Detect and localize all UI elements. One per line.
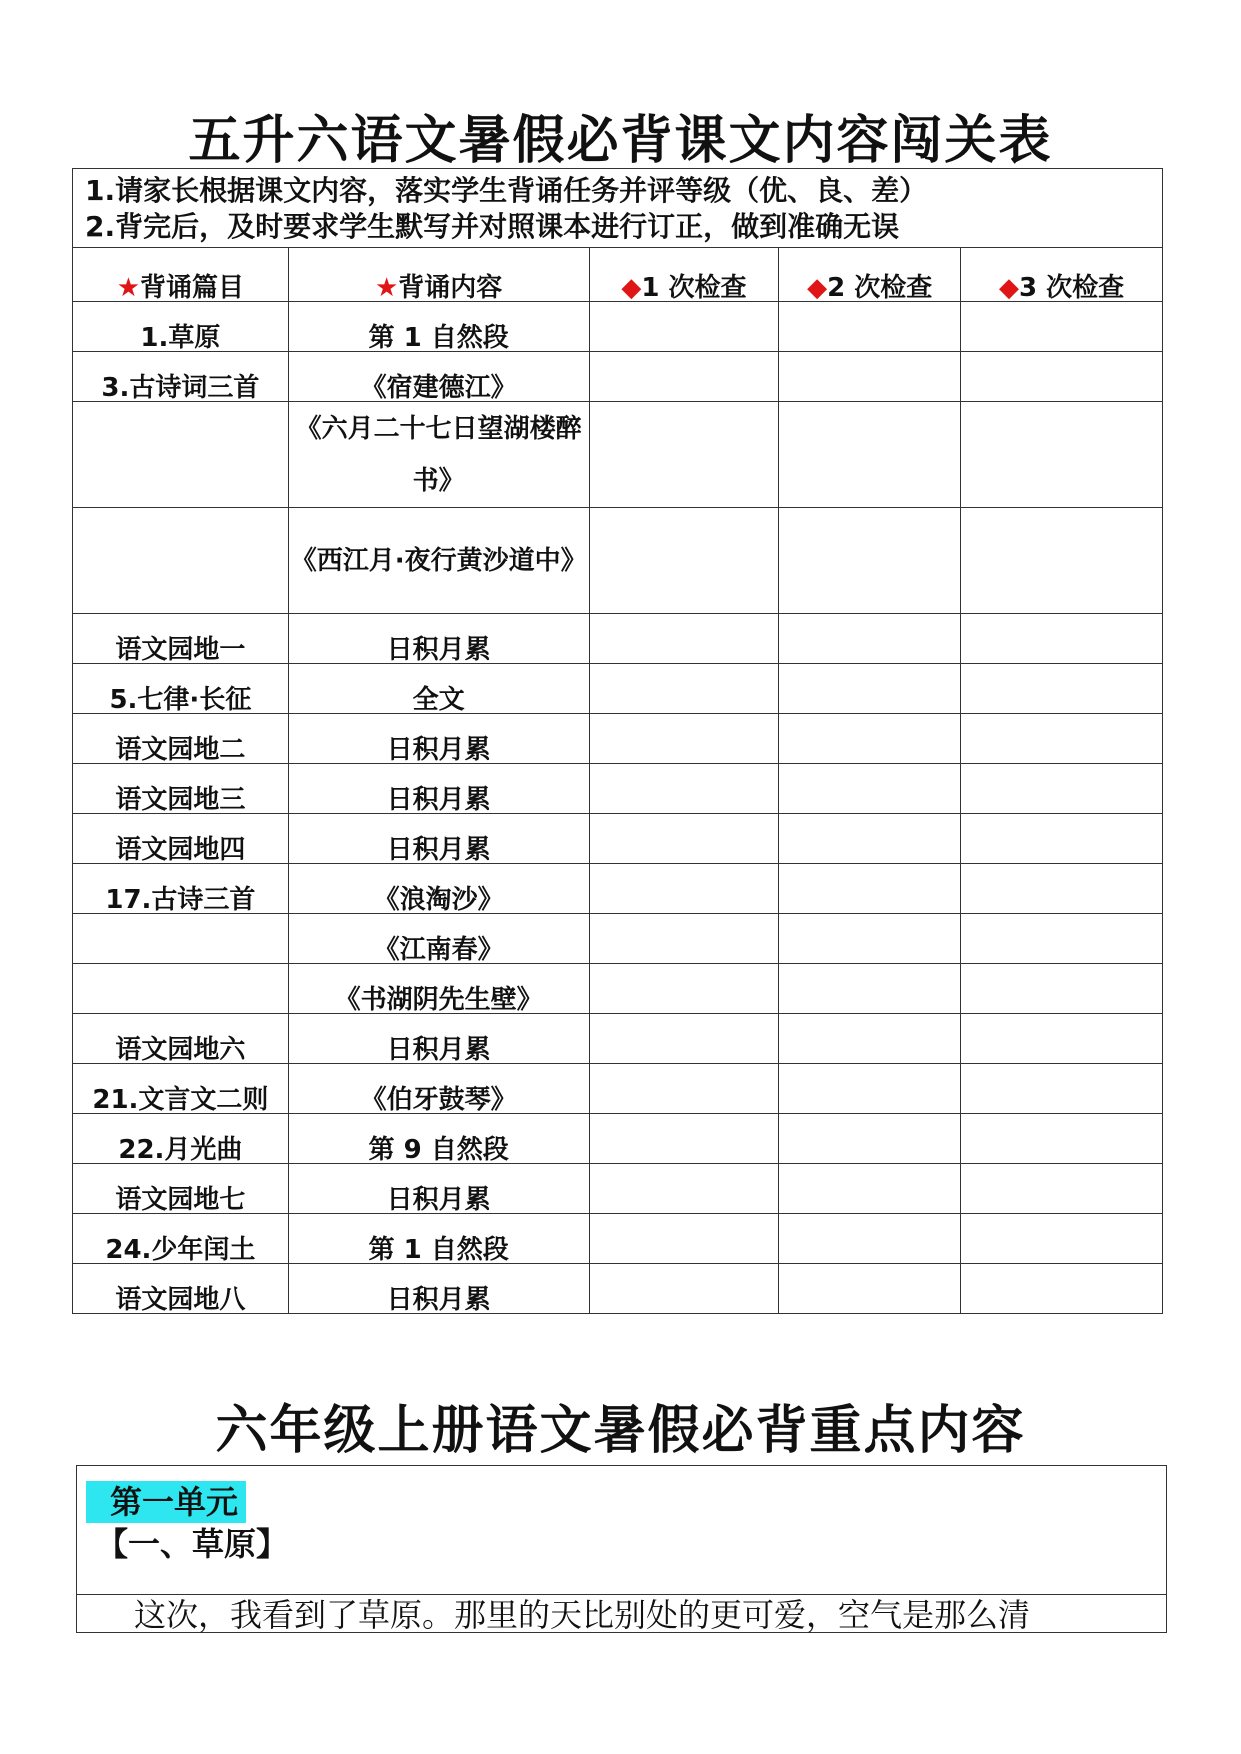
row-content: 《西江月·夜行黄沙道中》 bbox=[288, 508, 589, 614]
row-title: 24.少年闰土 bbox=[73, 1214, 289, 1264]
row-content: 《浪淘沙》 bbox=[288, 864, 589, 914]
header-content: ★背诵内容 bbox=[288, 248, 589, 302]
row-content: 全文 bbox=[288, 664, 589, 714]
check-cell[interactable] bbox=[589, 1114, 779, 1164]
row-content: 日积月累 bbox=[288, 1264, 589, 1314]
row-title: 语文园地八 bbox=[73, 1264, 289, 1314]
check-cell[interactable] bbox=[779, 664, 961, 714]
check-cell[interactable] bbox=[589, 614, 779, 664]
check-cell[interactable] bbox=[961, 1064, 1163, 1114]
row-title: 1.草原 bbox=[73, 302, 289, 352]
table-row bbox=[73, 964, 1163, 1014]
instructions-box bbox=[72, 168, 1163, 248]
lesson-title: 【一、草原】 bbox=[96, 1525, 289, 1563]
check-cell[interactable] bbox=[961, 1014, 1163, 1064]
check-cell[interactable] bbox=[779, 1064, 961, 1114]
row-title: 语文园地一 bbox=[73, 614, 289, 664]
table-header-row bbox=[73, 248, 1163, 302]
table-row bbox=[73, 1164, 1163, 1214]
table-row bbox=[73, 914, 1163, 964]
check-cell[interactable] bbox=[779, 508, 961, 614]
row-content: 日积月累 bbox=[288, 1014, 589, 1064]
check-cell[interactable] bbox=[589, 508, 779, 614]
lesson-paragraph: 这次，我看到了草原。那里的天比别处的更可爱，空气是那么清 bbox=[134, 1596, 1031, 1634]
check-cell[interactable] bbox=[779, 964, 961, 1014]
row-title: 17.古诗三首 bbox=[73, 864, 289, 914]
check-cell[interactable] bbox=[779, 1214, 961, 1264]
check-cell[interactable] bbox=[779, 1264, 961, 1314]
check-cell[interactable] bbox=[961, 614, 1163, 664]
check-cell[interactable] bbox=[779, 914, 961, 964]
table-row bbox=[73, 614, 1163, 664]
check-cell[interactable] bbox=[961, 508, 1163, 614]
check-cell[interactable] bbox=[961, 1264, 1163, 1314]
row-title bbox=[73, 508, 289, 614]
check-cell[interactable] bbox=[779, 864, 961, 914]
table-row bbox=[73, 764, 1163, 814]
check-cell[interactable] bbox=[961, 352, 1163, 402]
table-row bbox=[73, 402, 1163, 508]
row-title: 语文园地三 bbox=[73, 764, 289, 814]
star-icon: ★ bbox=[374, 273, 399, 303]
table-row bbox=[73, 508, 1163, 614]
row-content: 日积月累 bbox=[288, 764, 589, 814]
check-cell[interactable] bbox=[589, 814, 779, 864]
check-cell[interactable] bbox=[589, 402, 779, 508]
header-title: ★背诵篇目 bbox=[73, 248, 289, 302]
check-cell[interactable] bbox=[779, 714, 961, 764]
header-check-3: ◆3 次检查 bbox=[961, 248, 1163, 302]
check-cell[interactable] bbox=[779, 1014, 961, 1064]
table-row bbox=[73, 1064, 1163, 1114]
diamond-icon: ◆ bbox=[621, 273, 642, 303]
table-row bbox=[73, 1214, 1163, 1264]
row-title bbox=[73, 914, 289, 964]
check-cell[interactable] bbox=[779, 1164, 961, 1214]
header-check-2: ◆2 次检查 bbox=[779, 248, 961, 302]
instruction-line-1: 1.请家长根据课文内容，落实学生背诵任务并评等级（优、良、差） bbox=[85, 174, 928, 207]
check-cell[interactable] bbox=[779, 302, 961, 352]
row-title: 5.七律·长征 bbox=[73, 664, 289, 714]
row-content: 第 9 自然段 bbox=[288, 1114, 589, 1164]
check-cell[interactable] bbox=[589, 764, 779, 814]
check-cell[interactable] bbox=[779, 764, 961, 814]
row-content: 日积月累 bbox=[288, 1164, 589, 1214]
row-content: 《伯牙鼓琴》 bbox=[288, 1064, 589, 1114]
check-cell[interactable] bbox=[589, 914, 779, 964]
check-cell[interactable] bbox=[961, 302, 1163, 352]
star-icon: ★ bbox=[116, 273, 141, 303]
row-content: 第 1 自然段 bbox=[288, 302, 589, 352]
check-cell[interactable] bbox=[589, 864, 779, 914]
check-cell[interactable] bbox=[961, 964, 1163, 1014]
check-cell[interactable] bbox=[779, 614, 961, 664]
check-cell[interactable] bbox=[961, 664, 1163, 714]
row-content: 《六月二十七日望湖楼醉书》 bbox=[288, 402, 589, 508]
row-title: 语文园地四 bbox=[73, 814, 289, 864]
check-cell[interactable] bbox=[589, 302, 779, 352]
row-title: 22.月光曲 bbox=[73, 1114, 289, 1164]
instruction-line-2: 2.背完后，及时要求学生默写并对照课本进行订正，做到准确无误 bbox=[85, 210, 900, 243]
row-content: 日积月累 bbox=[288, 814, 589, 864]
check-cell[interactable] bbox=[779, 352, 961, 402]
check-cell[interactable] bbox=[589, 1014, 779, 1064]
table-row bbox=[73, 1014, 1163, 1064]
check-cell[interactable] bbox=[961, 714, 1163, 764]
check-cell[interactable] bbox=[589, 1064, 779, 1114]
row-title: 语文园地七 bbox=[73, 1164, 289, 1214]
row-title: 21.文言文二则 bbox=[73, 1064, 289, 1114]
table-row bbox=[73, 814, 1163, 864]
check-cell[interactable] bbox=[961, 1164, 1163, 1214]
check-cell[interactable] bbox=[779, 402, 961, 508]
check-cell[interactable] bbox=[961, 1214, 1163, 1264]
table-row bbox=[73, 664, 1163, 714]
check-cell[interactable] bbox=[779, 814, 961, 864]
row-content: 《宿建德江》 bbox=[288, 352, 589, 402]
row-content: 日积月累 bbox=[288, 614, 589, 664]
header-check-1: ◆1 次检查 bbox=[589, 248, 779, 302]
check-cell[interactable] bbox=[779, 1114, 961, 1164]
check-cell[interactable] bbox=[589, 664, 779, 714]
diamond-icon: ◆ bbox=[807, 273, 828, 303]
page-title: 五升六语文暑假必背课文内容闯关表 bbox=[188, 111, 1053, 171]
row-title bbox=[73, 964, 289, 1014]
check-cell[interactable] bbox=[961, 764, 1163, 814]
diamond-icon: ◆ bbox=[998, 273, 1019, 303]
table-row bbox=[73, 864, 1163, 914]
row-title bbox=[73, 402, 289, 508]
table-row bbox=[73, 1114, 1163, 1164]
row-content: 《书湖阴先生壁》 bbox=[288, 964, 589, 1014]
row-title: 语文园地二 bbox=[73, 714, 289, 764]
check-cell[interactable] bbox=[589, 964, 779, 1014]
check-cell[interactable] bbox=[961, 914, 1163, 964]
check-cell[interactable] bbox=[589, 1264, 779, 1314]
recitation-checklist-table bbox=[72, 247, 1163, 1314]
row-title: 语文园地六 bbox=[73, 1014, 289, 1064]
table-row bbox=[73, 302, 1163, 352]
section-title: 六年级上册语文暑假必背重点内容 bbox=[215, 1401, 1026, 1461]
check-cell[interactable] bbox=[589, 352, 779, 402]
row-content: 《江南春》 bbox=[288, 914, 589, 964]
check-cell[interactable] bbox=[961, 864, 1163, 914]
row-content: 日积月累 bbox=[288, 714, 589, 764]
check-cell[interactable] bbox=[961, 1114, 1163, 1164]
table-row bbox=[73, 714, 1163, 764]
unit-label: 第一单元 bbox=[86, 1481, 246, 1523]
check-cell[interactable] bbox=[589, 1214, 779, 1264]
check-cell[interactable] bbox=[961, 814, 1163, 864]
table-row bbox=[73, 352, 1163, 402]
row-title: 3.古诗词三首 bbox=[73, 352, 289, 402]
check-cell[interactable] bbox=[589, 1164, 779, 1214]
table-row bbox=[73, 1264, 1163, 1314]
check-cell[interactable] bbox=[589, 714, 779, 764]
row-content: 第 1 自然段 bbox=[288, 1214, 589, 1264]
check-cell[interactable] bbox=[961, 402, 1163, 508]
